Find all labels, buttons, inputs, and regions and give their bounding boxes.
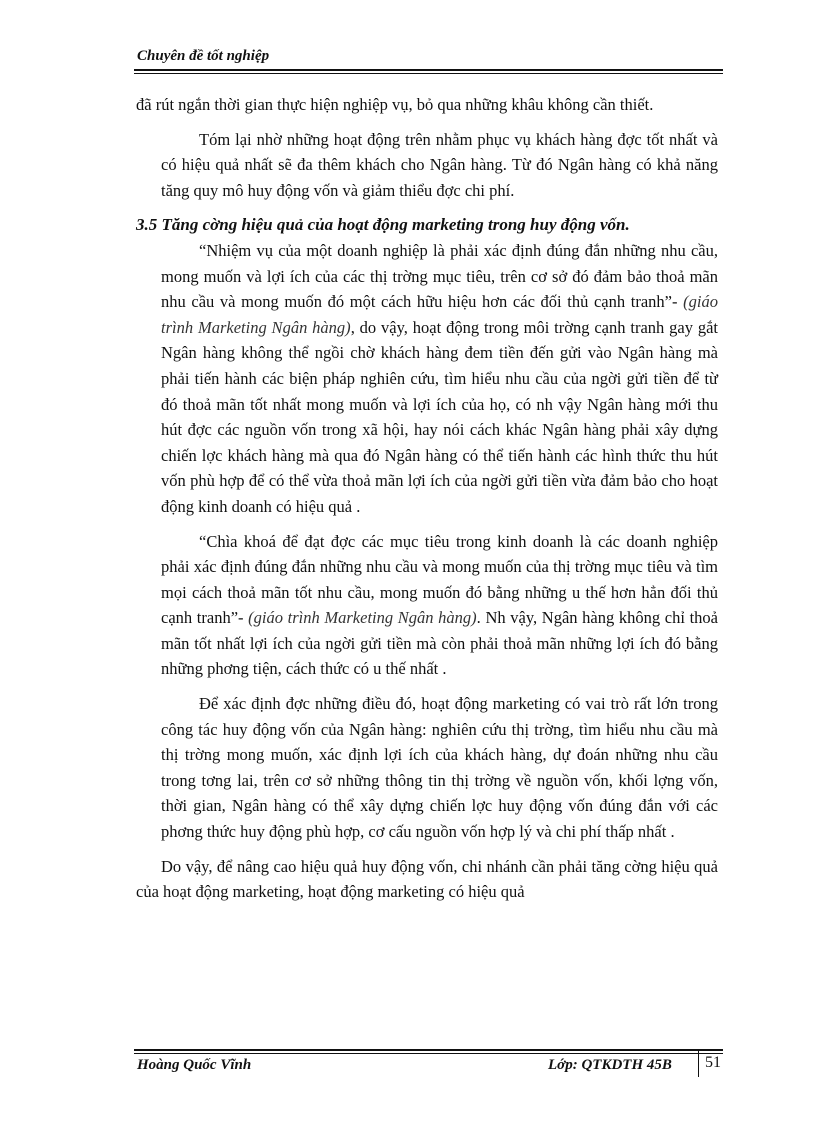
footer-rule [134,1049,723,1051]
indented-section-2 [136,238,718,845]
document-body [136,92,718,905]
paragraph-text: , do vậy, hoạt động trong môi trờng cạnh tranh gay gắt Ngân hàng không thể ngồi chờ khách hàng đem tiền đến gửi vào Ngân hàng mà phải tiến hành các biện pháp nghiên cứu, tìm hiểu nhu cầu của ngời gửi tiền để từ đó thoả mãn tốt nhất mong muốn và lợi ích của họ, có nh vậy Ngân hàng mới thu hút đợc các nguồn vốn trong xã hội, hay nói cách khác Ngân hàng phải xây dựng chiến lợc khách hàng mà qua đó Ngân hàng có thể tiến hành các hình thức thu hút vốn phù hợp để có thể vừa thoả mãn lợi ích của ngời gửi tiền vừa đảm bảo cho hoạt động kinh doanh có hiệu quả . [161,317,718,516]
footer-rule-thin [134,1053,723,1054]
page-header-title: Chuyên đề tốt nghiệp [137,48,270,64]
paragraph-continuation: đã rút ngắn thời gian thực hiện nghiệp vụ, bỏ qua những khâu không cần thiết. [136,95,654,114]
header-rule [134,69,723,71]
footer-author: Hoàng Quốc Vĩnh [137,1057,252,1073]
quote-text: “Chìa khoá để đạt đợc các mục tiêu trong kinh doanh là các doanh nghiệp phải xác định đúng đắn những nhu cầu và mong muốn của thị trờng mục tiêu và tìm mọi cách thoả mãn tốt nhu cầu, mong muốn đó bằng những u thế hơn hẳn đối thủ cạnh tranh”- [161,531,718,628]
paragraph-key-goals [161,529,718,683]
header-rule-thin [134,73,723,74]
indented-section [136,127,718,204]
paragraph-marketing-task [161,238,718,520]
paragraph-summary: Tóm lại nhờ những hoạt động trên nhằm phục vụ khách hàng đợc tốt nhất và có hiệu quả nhất sẽ đa thêm khách cho Ngân hàng. Từ đó Ngân hàng có khả năng tăng quy mô huy động vốn và giảm thiểu đợc chi phí. [161,129,718,200]
page-number: 51 [705,1054,721,1071]
section-heading: 3.5 Tăng cờng hiệu quả của hoạt động marketing trong huy động vốn. [136,215,630,235]
footer-class: Lớp: QTKDTH 45B [548,1057,672,1073]
paragraph-conclusion: Do vậy, để nâng cao hiệu quả huy động vốn, chi nhánh cần phải tăng cờng hiệu quả của hoạt động marketing, hoạt động marketing có hiệu quả [136,856,718,902]
footer-divider [698,1051,699,1077]
citation: (giáo trình Marketing Ngân hàng) [248,608,477,628]
paragraph-text: . Nh vậy, Ngân hàng không chỉ thoả mãn tốt nhất lợi ích của ngời gửi tiền mà còn phải thoả mãn những lợi ích đó bằng những phơng tiện, cách thức có u thế nhất . [161,608,719,679]
paragraph-marketing-role: Để xác định đợc những điều đó, hoạt động marketing có vai trò rất lớn trong công tác huy động vốn của Ngân hàng: nghiên cứu thị trờng, tìm hiểu nhu cầu mà thị trờng mong muốn, xác định lợi ích của khách hàng, dự đoán những nhu cầu trong tơng lai, trên cơ sở những thông tin thị trờng về nguồn vốn, khối lợng vốn, thời gian, Ngân hàng có thể xây dựng chiến lợc huy động vốn đúng đắn với các phơng thức huy động phù hợp, cơ cấu nguồn vốn hợp lý và chi phí thấp nhất . [161,694,718,842]
quote-text: “Nhiệm vụ của một doanh nghiệp là phải xác định đúng đắn những nhu cầu, mong muốn và lợi ích của các thị trờng mục tiêu, trên cơ sở đó đảm bảo thoả mãn nhu cầu và mong muốn đó một cách hữu hiệu hơn các đối thủ cạnh tranh”- [161,240,718,312]
citation: (giáo trình Marketing Ngân hàng) [161,292,718,337]
